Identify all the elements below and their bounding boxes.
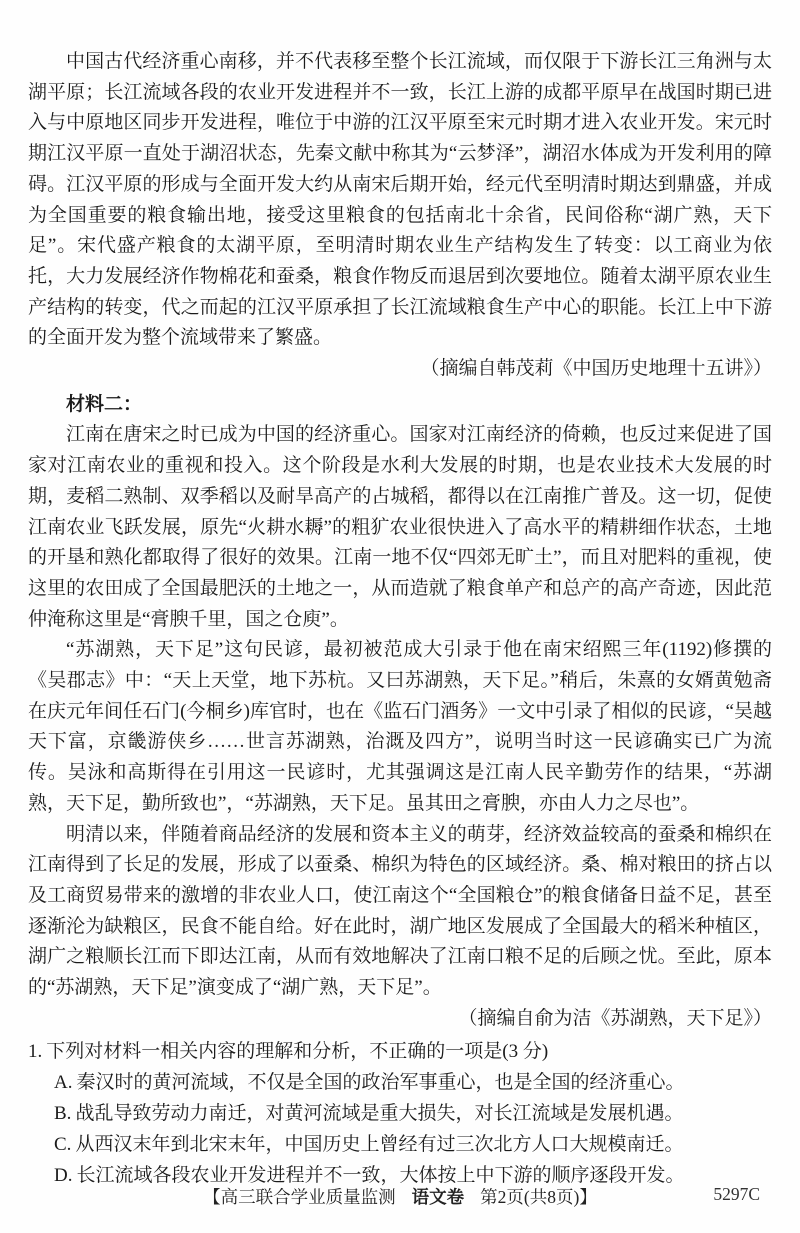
material-two-paragraph-1: 江南在唐宋之时已成为中国的经济重心。国家对江南经济的倚赖，也反过来促进了国家对江南农业的重视和投入。这个阶段是水利大发展的时期，也是农业技术大发展的时期，麦稻二熟制、双季稻以及耐旱高产的占城稻，都得以在江南推广普及。这一切，促使江南农业飞跃发展，原先“火耕水耨”的粗犷农业很快进入了高水平的精耕细作状态，土地的开垦和熟化都取得了很好的效果。江南一地不仅“四郊无旷土”，而且对肥料的重视，使这里的农田成了全国最肥沃的土地之一，从而造就了粮食单产和总产的高产奇迹，因此范仲淹称这里是“膏腴千里，国之仓庾”。	[28, 424, 772, 630]
question-1-option-a-text: 秦汉时的黄河流域，不仅是全国的政治军事重心，也是全国的经济重心。	[76, 1071, 685, 1093]
question-1-option-c-text: 从西汉末年到北宋末年，中国历史上曾经有过三次北方人口大规模南迁。	[75, 1133, 684, 1155]
question-1-option-a-label: A.	[54, 1071, 73, 1093]
footer-paper-code: 5297C	[713, 1184, 760, 1204]
question-1-option-b-text: 战乱导致劳动力南迁，对黄河流域是重大损失，对长江流域是发展机遇。	[75, 1102, 684, 1124]
material-two-paragraph-3: 明清以来，伴随着商品经济的发展和资本主义的萌芽，经济效益较高的蚕桑和棉织在江南得到了长足的发展，形成了以蚕桑、棉织为特色的区域经济。桑、棉对粮田的挤占以及工商贸易带来的激增的非农业人口，使江南这个“全国粮仓”的粮食储备日益不足，甚至逐渐沦为缺粮区，民食不能自给。好在此时，湖广地区发展成了全国最大的稻米种植区，湖广之粮顺长江而下即达江南，从而有效地解决了江南口粮不足的后顾之忧。至此，原本的“苏湖熟，天下足”演变成了“湖广熟，天下足”。	[28, 823, 772, 999]
material-one-source: （摘编自韩茂莉《中国历史地理十五讲》）	[420, 358, 772, 380]
material-two-heading: 材料二：	[66, 393, 143, 415]
material-two-paragraph-2: “苏湖熟，天下足”这句民谚，最初被范成大引录于他在南宋绍熙三年(1192)修撰的《吴郡志》中：“天上天堂，地下苏杭。又曰苏湖熟，天下足。”稍后，朱熹的女婿黄勉斋在庆元年间任石门(今桐乡)库官时，也在《监石门酒务》一文中引录了相似的民谚，“吴越天下富，京畿游侠乡……世言苏湖熟，治溉及四方”，说明当时这一民谚确实已广为流传。吴泳和高斯得在引用这一民谚时，尤其强调这是江南人民辛勤劳作的结果，“苏湖熟，天下足，勤所致也”，“苏湖熟，天下足。虽其田之膏腴，亦由人力之尽也”。	[28, 639, 772, 814]
material-two-source: （摘编自俞为洁《苏湖熟，天下足》）	[458, 1007, 772, 1029]
question-1-number: 1.	[28, 1040, 43, 1062]
question-1-option-d-text: 长江流域各段农业开发进程并不一致，大体按上中下游的顺序逐段开发。	[76, 1164, 685, 1186]
question-1-stem	[28, 1036, 772, 1067]
question-1-option-c-label: C.	[54, 1133, 72, 1155]
question-1-option-c	[28, 1129, 772, 1160]
question-1-option-d-label: D.	[54, 1164, 73, 1186]
material-one-paragraph: 中国古代经济重心南移，并不代表移至整个长江流域，而仅限于下游长江三角洲与太湖平原；长江流域各段的农业开发进程并不一致，长江上游的成都平原早在战国时期已进入与中原地区同步开发进程，唯位于中游的江汉平原至宋元时期才进入农业开发。宋元时期江汉平原一直处于湖沼状态，先秦文献中称其为“云梦泽”，湖沼水体成为开发利用的障碍。江汉平原的形成与全面开发大约从南宋后期开始，经元代至明清时期达到鼎盛，并成为全国重要的粮食输出地，接受这里粮食的包括南北十余省，民间俗称“湖广熟，天下足”。宋代盛产粮食的太湖平原，至明清时期农业生产结构发生了转变：以工商业为依托，大力发展经济作物棉花和蚕桑，粮食作物反而退居到次要地位。随着太湖平原农业生产结构的转变，代之而起的江汉平原承担了长江流域粮食生产中心的职能。长江上中下游的全面开发为整个流域带来了繁盛。	[28, 51, 772, 349]
question-1-option-a	[28, 1067, 772, 1098]
question-1-option-b	[28, 1098, 772, 1129]
question-1-option-b-label: B.	[54, 1102, 72, 1124]
footer-exam-title: 【高三联合学业质量监测	[203, 1187, 396, 1207]
question-1-stem-text: 下列对材料一相关内容的理解和分析，不正确的一项是(3 分)	[46, 1040, 549, 1062]
footer-subject: 语文卷	[411, 1187, 465, 1207]
footer-page-number: 第2页(共8页)】	[480, 1187, 597, 1207]
page-footer	[0, 1184, 800, 1209]
question-1	[28, 1036, 772, 1191]
